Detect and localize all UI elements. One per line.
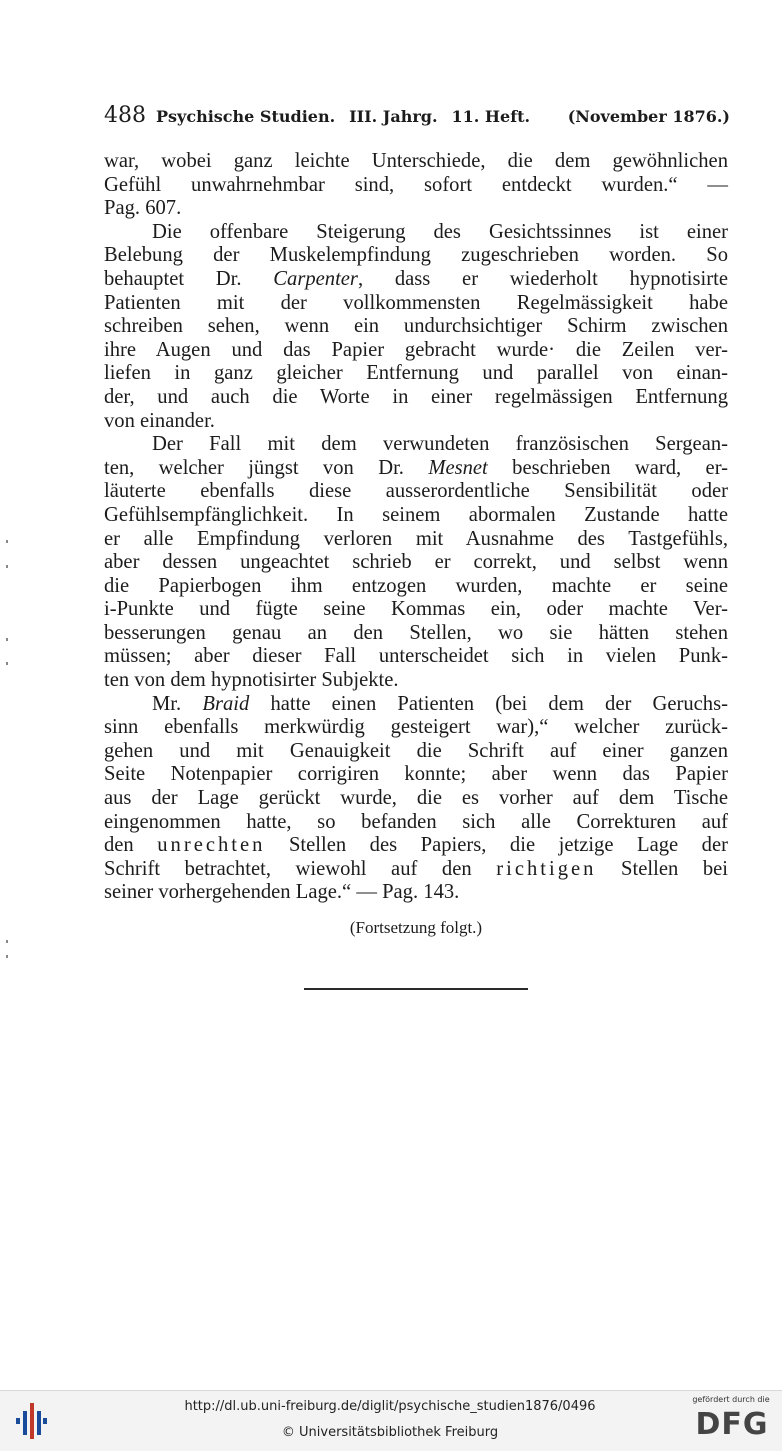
text-segment: besserungen genau an den Stellen, wo sie hätten stehen — [104, 621, 728, 644]
text-line — [104, 575, 728, 599]
text-line — [104, 881, 728, 905]
text-segment: Schrift betrachtet, wiewohl auf den — [104, 857, 497, 880]
text-segment: von einander. — [104, 409, 215, 432]
text-segment: beschrieben ward, er- — [487, 456, 728, 479]
text-segment: , dass er wiederholt hypnotisirte — [357, 267, 728, 290]
scan-speck — [6, 565, 8, 568]
text-line — [104, 457, 728, 481]
text-segment: Pag. 607. — [104, 197, 182, 220]
text-segment: er alle Empfindung verloren mit Ausnahme des Tastgefühls, — [104, 527, 728, 550]
text-line — [104, 669, 728, 693]
text-line — [104, 433, 728, 457]
emphasized-text: unrechten — [157, 834, 266, 857]
text-line — [104, 150, 728, 174]
text-line — [104, 811, 728, 835]
author-name: Mesnet — [428, 456, 488, 479]
text-segment: den — [104, 834, 158, 857]
text-line — [104, 858, 728, 882]
viewer-footer — [0, 1390, 782, 1451]
text-segment: ten von dem hypnotisirter Subjekte. — [104, 669, 399, 692]
text-segment: aus der Lage gerückt wurde, die es vorher auf dem Tische — [104, 787, 728, 810]
author-name: Carpenter — [273, 267, 358, 290]
text-line — [104, 244, 728, 268]
text-line — [104, 622, 728, 646]
text-line — [104, 645, 728, 669]
issue-date: (November 1876.) — [567, 107, 730, 126]
continuation-note: (Fortsetzung folgt.) — [349, 918, 483, 937]
text-line — [104, 834, 728, 858]
text-segment: Stellen bei — [596, 857, 728, 880]
text-line — [104, 268, 728, 292]
text-segment: sinn ebenfalls merkwürdig gesteigert war),“ welcher zurück- — [104, 716, 728, 739]
text-line — [104, 528, 728, 552]
issue-label: 11. Heft. — [451, 107, 531, 126]
text-segment: i-Punkte und fügte seine Kommas ein, oder machte Ver- — [104, 598, 728, 621]
text-line — [104, 504, 728, 528]
text-line — [104, 787, 728, 811]
text-segment: ten, welcher jüngst von Dr. — [104, 456, 429, 479]
sponsor-caption: gefördert durch die — [692, 1395, 770, 1404]
volume-label: III. Jahrg. — [349, 107, 438, 126]
text-segment: liefen in ganz gleicher Entfernung und parallel von einan- — [104, 362, 728, 385]
text-segment: aber dessen ungeachtet schrieb er correkt, und selbst wenn — [104, 551, 728, 574]
text-line — [104, 197, 728, 221]
emphasized-text: richtigen — [496, 857, 597, 880]
copyright-notice: © Universitätsbibliothek Freiburg — [281, 1425, 499, 1440]
text-segment: Der Fall mit dem verwundeten französischen Sergean- — [152, 433, 728, 456]
text-segment: schreiben sehen, wenn ein undurchsichtiger Schirm zwischen — [104, 315, 728, 338]
text-segment: Mr. — [152, 692, 203, 715]
page-number: 488 — [104, 103, 146, 128]
article-body — [104, 150, 728, 905]
text-line — [104, 551, 728, 575]
text-segment: eingenommen hatte, so befanden sich alle Correkturen auf — [104, 810, 728, 833]
scan-speck — [6, 540, 8, 543]
text-segment: Belebung der Muskelempfindung zugeschrieben worden. So — [104, 244, 728, 267]
text-line — [104, 292, 728, 316]
text-line — [104, 716, 728, 740]
dfg-logo-icon[interactable]: DFG — [695, 1407, 769, 1442]
text-segment: behauptet Dr. — [104, 267, 274, 290]
text-segment: ihre Augen und das Papier gebracht wurde· die Zeilen ver- — [104, 338, 728, 361]
section-divider — [304, 988, 528, 990]
text-segment: war, wobei ganz leichte Unterschiede, die dem gewöhnlichen — [104, 150, 728, 172]
text-line — [104, 339, 728, 363]
text-line — [104, 315, 728, 339]
text-line — [104, 740, 728, 764]
text-segment: Patienten mit der vollkommensten Regelmässigkeit habe — [104, 291, 728, 314]
text-segment: Gefühl unwahrnehmbar sind, sofort entdeckt wurden.“ — — [104, 173, 728, 196]
scan-speck — [6, 662, 8, 665]
scan-speck — [6, 638, 8, 641]
text-segment: läuterte ebenfalls diese ausserordentliche Sensibilität oder — [104, 480, 728, 503]
text-line — [104, 221, 728, 245]
author-name: Braid — [202, 692, 250, 715]
text-line — [104, 174, 728, 198]
journal-title: Psychische Studien. — [156, 107, 336, 126]
text-segment: hatte einen Patienten (bei dem der Geruchs- — [249, 692, 728, 715]
text-segment: die Papierbogen ihm entzogen wurden, machte er seine — [104, 574, 728, 597]
text-line — [104, 410, 728, 434]
text-line — [104, 763, 728, 787]
scan-speck — [6, 940, 8, 943]
running-header — [104, 103, 730, 135]
permalink-url[interactable]: http://dl.ub.uni-freiburg.de/diglit/psychische_studien1876/0496 — [184, 1399, 596, 1414]
text-line — [104, 386, 728, 410]
text-segment: der, und auch die Worte in einer regelmässigen Entfernung — [104, 385, 728, 408]
text-line — [104, 693, 728, 717]
text-segment: Die offenbare Steigerung des Gesichtssinnes ist einer — [152, 220, 728, 243]
text-segment: Stellen des Papiers, die jetzige Lage der — [265, 834, 728, 857]
text-segment: müssen; aber dieser Fall unterscheidet sich in vielen Punk- — [104, 645, 728, 668]
text-segment: seiner vorhergehenden Lage.“ — Pag. 143. — [104, 881, 460, 904]
text-segment: Gefühlsempfänglichkeit. In seinem abormalen Zustande hatte — [104, 503, 728, 526]
ub-freiburg-logo-icon[interactable] — [14, 1401, 48, 1441]
text-segment: Seite Notenpapier corrigiren konnte; aber wenn das Papier — [104, 763, 728, 786]
text-line — [104, 598, 728, 622]
scan-speck — [6, 955, 8, 958]
text-line — [104, 362, 728, 386]
text-segment: gehen und mit Genauigkeit die Schrift auf einer ganzen — [104, 739, 728, 762]
text-line — [104, 480, 728, 504]
